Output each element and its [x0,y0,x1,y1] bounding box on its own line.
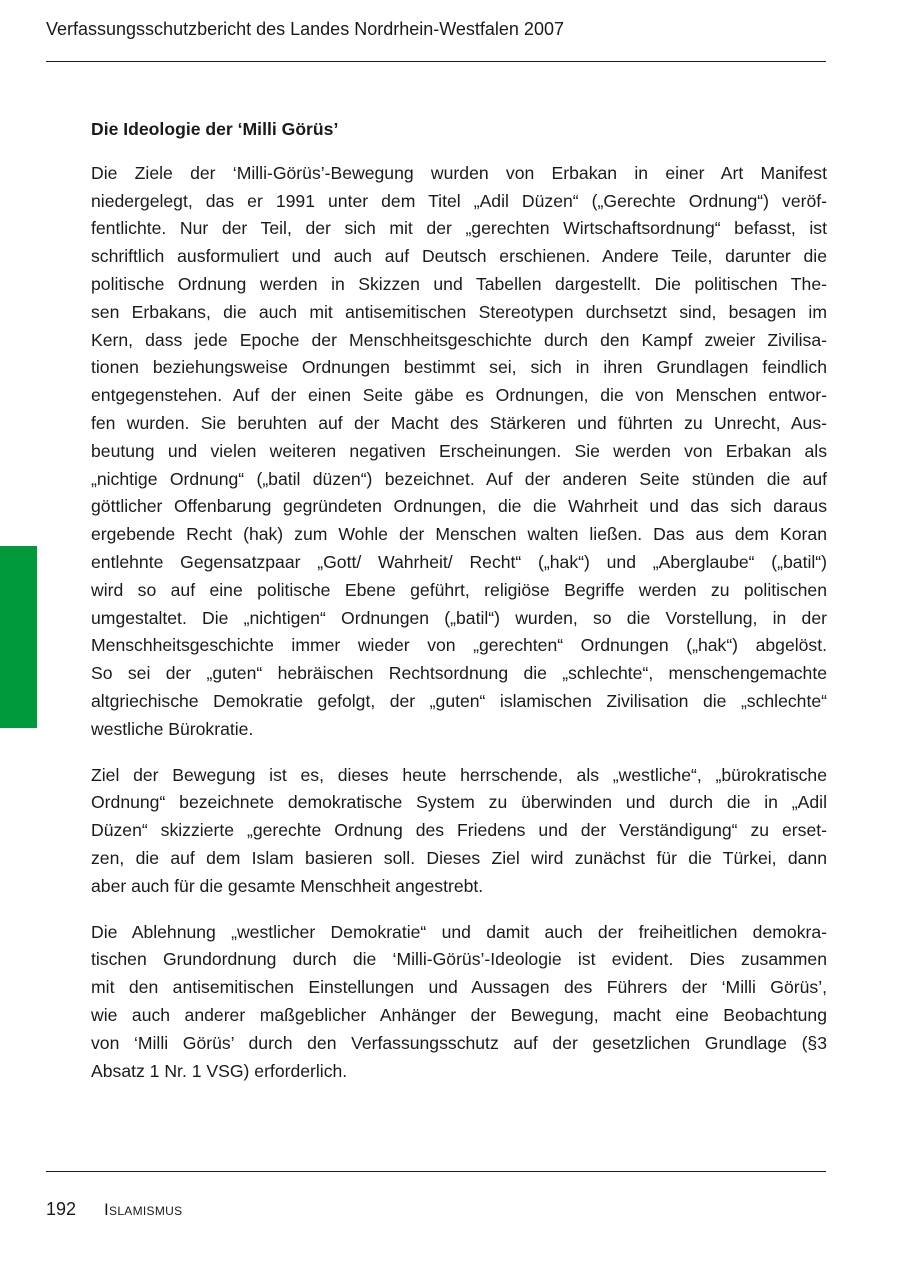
chapter-color-tab [0,546,37,728]
text-line: zen, die auf dem Islam basieren soll. Dieses Ziel wird zunächst für die Türkei, dann [91,847,827,868]
text-line: beutung und vielen weiteren negativen Erscheinungen. Sie werden von Erbakan als [91,440,827,461]
text-line: niedergelegt, das er 1991 unter dem Titel „Adil Düzen“ („Gerechte Ordnung“) veröf- [91,190,827,211]
text-line: göttlicher Offenbarung gegründeten Ordnungen, die die Wahrheit und das sich daraus [91,496,827,517]
text-line: aber auch für die gesamte Menschheit angestrebt. [91,875,484,896]
main-content [91,116,827,1103]
text-line: sen Erbakans, die auch mit antisemitischen Stereotypen durchsetzt sind, besagen im [91,301,827,322]
running-header-title: Verfassungsschutzbericht des Landes Nordrhein-Westfalen 2007 [46,19,564,39]
text-line: Düzen“ skizzierte „gerechte Ordnung des Friedens und der Verständigung“ zu erset- [91,820,827,841]
text-line: altgriechische Demokratie gefolgt, der „guten“ islamischen Zivilisation die „schlechte“ [91,690,827,711]
text-line: tischen Grundordnung durch die ‘Milli-Görüs’-Ideologie ist evident. Dies zusammen [91,949,827,970]
paragraph [91,919,827,1086]
text-line: So sei der „guten“ hebräischen Rechtsordnung die „schlechte“, menschengemachte [91,663,827,684]
text-line: Die Ablehnung „westlicher Demokratie“ und damit auch der freiheitlichen demokra- [91,921,827,942]
text-line: Ordnung“ bezeichnete demokratische System zu überwinden und durch die in „Adil [91,792,827,813]
paragraph [91,762,827,901]
text-line: von ‘Milli Görüs’ durch den Verfassungsschutz auf der gesetzlichen Grundlage (§3 [91,1032,827,1053]
text-line: wie auch anderer maßgeblicher Anhänger der Bewegung, macht eine Beobachtung [91,1004,827,1025]
text-line: westliche Bürokratie. [91,718,254,739]
section-heading: Die Ideologie der ‘Milli Görüs’ [91,119,339,139]
text-line: entlehnte Gegensatzpaar „Gott/ Wahrheit/ Recht“ („hak“) und „Aberglaube“ („batil“) [91,551,827,572]
text-line: entgegenstehen. Auf der einen Seite gäbe es Ordnungen, die von Menschen entwor- [91,385,827,406]
text-line: „nichtige Ordnung“ („batil düzen“) bezeichnet. Auf der anderen Seite stünden die auf [91,468,827,489]
text-line: Ziel der Bewegung ist es, dieses heute herrschende, als „westliche“, „bürokratische [91,764,827,785]
text-line: wird so auf eine politische Ebene geführt, religiöse Begriffe werden zu politischen [91,579,827,600]
text-line: Kern, dass jede Epoche der Menschheitsgeschichte durch den Kampf zweier Zivilisa- [91,329,827,350]
paragraph [91,160,827,744]
text-line: schriftlich ausformuliert und auch auf Deutsch erschienen. Andere Teile, darunter die [91,246,827,267]
text-line: Absatz 1 Nr. 1 VSG) erforderlich. [91,1060,348,1081]
text-line: fentlichte. Nur der Teil, der sich mit der „gerechten Wirtschaftsordnung“ befasst, ist [91,218,827,239]
text-line: umgestaltet. Die „nichtigen“ Ordnungen („batil“) wurden, so die Vorstellung, in der [91,607,827,628]
text-line: fen wurden. Sie beruhten auf der Macht des Stärkeren und führten zu Unrecht, Aus- [91,412,827,433]
footer-divider [46,1171,826,1172]
header-divider [46,61,826,62]
text-line: ergebende Recht (hak) zum Wohle der Menschen walten ließen. Das aus dem Koran [91,524,827,545]
text-line: mit den antisemitischen Einstellungen und Aussagen des Führers der ‘Milli Görüs’, [91,977,827,998]
text-line: tionen beziehungsweise Ordnungen bestimmt sei, sich in ihren Grundlagen feindlich [91,357,827,378]
body-text [91,160,827,1086]
page-number: 192 [46,1199,77,1219]
text-line: Die Ziele der ‘Milli-Görüs’-Bewegung wurden von Erbakan in einer Art Manifest [91,162,827,183]
footer-section-label: Islamismus [104,1200,183,1219]
text-line: politische Ordnung werden in Skizzen und Tabellen dargestellt. Die politischen The- [91,273,827,294]
text-line: Menschheitsgeschichte immer wieder von „gerechten“ Ordnungen („hak“) abgelöst. [91,635,827,656]
